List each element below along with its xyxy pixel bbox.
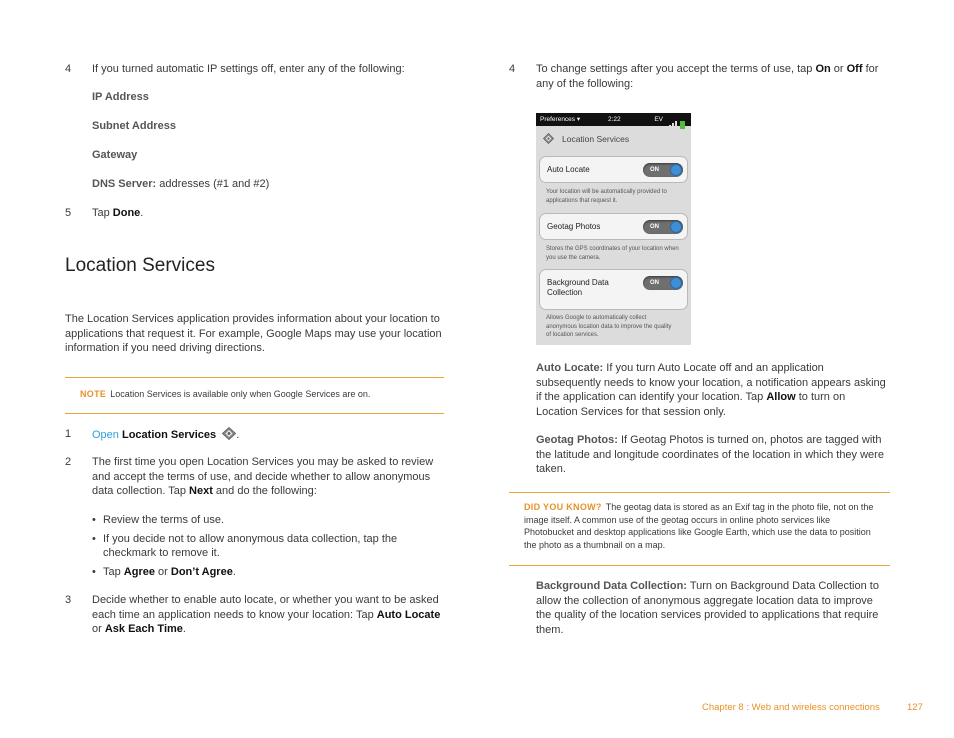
toggle-state: ON — [650, 280, 659, 286]
field-ip-address: IP Address — [92, 91, 149, 103]
paragraph-text: to turn on Location Services for that session only. — [536, 391, 846, 418]
background-data-toggle[interactable] — [643, 276, 683, 290]
tip-top-rule — [509, 492, 890, 493]
tip-bottom-rule — [509, 565, 890, 566]
step-text-part: for any of the following: — [536, 63, 879, 90]
on-label: On — [815, 63, 831, 75]
geotag-paragraph — [536, 433, 888, 477]
auto-locate-paragraph — [536, 361, 888, 419]
signal-icon — [666, 116, 688, 124]
dont-agree-label: Don’t Agree — [170, 565, 233, 578]
ask-each-time-label: Ask Each Time — [104, 623, 183, 635]
step-number: 3 — [65, 594, 72, 606]
step-number: 4 — [65, 63, 72, 75]
paragraph-text: If you turn Auto Locate off and an application subsequently needs to know your location, a notification appears asking if the application can identify your location. Tap — [536, 362, 886, 403]
field-subnet-address: Subnet Address — [92, 120, 176, 132]
step-text-part: Tap — [92, 207, 113, 219]
allow-label: Allow — [766, 391, 796, 403]
setting-description: Allows Google to automatically collect anonymous location data to improve the quality of location services. — [546, 315, 672, 338]
setting-geotag-photos[interactable] — [539, 213, 688, 240]
list-item: • Review the terms of use. — [92, 513, 432, 528]
location-services-icon — [543, 133, 554, 144]
term-label: Geotag Photos: — [536, 434, 618, 446]
note-box — [80, 388, 440, 401]
term-label: Background Data Collection: — [536, 580, 687, 592]
paragraph-text: If Geotag Photos is turned on, photos are tagged with the latitude and longitude coordinates of the location in which they were taken. — [536, 434, 884, 475]
list-text-part: or — [154, 565, 171, 578]
step-text-part: . — [140, 207, 144, 219]
toggle-knob — [670, 221, 682, 233]
footer-chapter — [702, 701, 880, 716]
did-you-know-box — [524, 501, 880, 551]
dns-label: DNS Server: — [92, 178, 157, 190]
step-text-part: and do the following: — [212, 485, 317, 497]
note-text: Location Services is available only when Google Services are on. — [110, 389, 371, 399]
list-text-part: . — [232, 565, 236, 578]
status-app-label: Preferences — [540, 116, 576, 123]
screen-title-text: Location Services — [562, 134, 630, 144]
step-text — [536, 62, 890, 91]
footer-separator: : — [746, 702, 750, 713]
step-number: 4 — [509, 63, 516, 75]
status-ev: EV — [654, 116, 663, 123]
bullet-list — [92, 513, 432, 583]
screen-title — [536, 128, 691, 150]
step-text — [92, 206, 143, 221]
note-top-rule — [65, 377, 444, 378]
auto-locate-label: Auto Locate — [376, 608, 441, 621]
location-services-label: Location Services — [121, 429, 217, 441]
step-text — [92, 427, 239, 443]
off-label: Off — [846, 63, 863, 75]
step-text — [92, 455, 444, 499]
next-label: Next — [189, 485, 213, 497]
toggle-state: ON — [650, 167, 659, 173]
step-text-part: Decide whether to enable auto locate, or whether you want to be asked each time an application needs to know your location: Tap — [92, 594, 439, 621]
intro-paragraph: The Location Services application provides information about your location to applications that request it. For example, Google Maps may use your location information if you need driving directions. — [65, 313, 442, 354]
step-number: 1 — [65, 428, 72, 440]
location-services-app-icon — [222, 427, 236, 440]
step-text: If you turned automatic IP settings off, enter any of the following: — [92, 63, 405, 75]
did-you-know-label: DID YOU KNOW? — [524, 502, 602, 512]
setting-label: Geotag Photos — [547, 222, 601, 231]
did-you-know-text: The geotag data is stored as an Exif tag in the photo file, not on the image itself. A common use of the geotag occurs in online photo services like Photobucket and desktop applications like Google Earth, which use the data to position the photo as a thumbnail on a map. — [524, 502, 874, 550]
step-number: 5 — [65, 207, 72, 219]
field-gateway: Gateway — [92, 149, 138, 161]
page-number: 127 — [907, 702, 923, 713]
auto-locate-toggle[interactable] — [643, 163, 683, 177]
location-services-screenshot — [536, 113, 691, 345]
setting-background-data-collection[interactable] — [539, 269, 688, 310]
section-heading: Location Services — [65, 255, 215, 276]
setting-label: Background Data Collection — [547, 278, 609, 297]
setting-label: Auto Locate — [547, 165, 590, 174]
toggle-knob — [670, 164, 682, 176]
status-bar — [536, 113, 691, 126]
note-bottom-rule — [65, 413, 444, 414]
toggle-state: ON — [650, 224, 659, 230]
list-text-part: Tap — [103, 565, 124, 578]
done-label: Done — [112, 207, 141, 219]
setting-auto-locate[interactable] — [539, 156, 688, 183]
note-label: NOTE — [80, 389, 107, 399]
step-text-part: . — [236, 429, 240, 441]
step-text-part: or — [92, 623, 105, 635]
step-number: 2 — [65, 456, 72, 468]
field-dns-server — [92, 177, 269, 192]
status-time: 2:22 — [608, 116, 621, 123]
step-text-part: The first time you open Location Services you may be asked to review and accept the terms of use, and decide whether to allow anonymous data collection. Tap — [92, 456, 434, 497]
agree-label: Agree — [123, 565, 155, 578]
term-label: Auto Locate: — [536, 362, 604, 374]
step-text-part: or — [830, 63, 847, 75]
step-text-part: . — [182, 623, 186, 635]
footer-section: Web and wireless connections — [751, 702, 880, 713]
geotag-photos-toggle[interactable] — [643, 220, 683, 234]
footer-chapter-label: Chapter 8 — [702, 702, 744, 713]
setting-description: Your location will be automatically provided to applications that request it. — [546, 189, 667, 204]
step-text-part: To change settings after you accept the terms of use, tap — [536, 63, 816, 75]
paragraph-text: Turn on Background Data Collection to allow the collection of anonymous aggregate location data to improve the quality of the location services provided to applications that require them. — [536, 580, 879, 636]
step-text — [92, 593, 444, 637]
dns-text: addresses (#1 and #2) — [156, 178, 270, 190]
list-item — [92, 565, 432, 580]
status-app-name: Preferences ▾ — [540, 116, 581, 123]
list-item: • If you decide not to allow anonymous data collection, tap the checkmark to remove it. — [92, 532, 432, 561]
setting-description: Stores the GPS coordinates of your location when you use the camera. — [546, 246, 679, 261]
background-data-paragraph — [536, 579, 890, 637]
open-link[interactable]: Open — [92, 429, 119, 441]
toggle-knob — [670, 277, 682, 289]
